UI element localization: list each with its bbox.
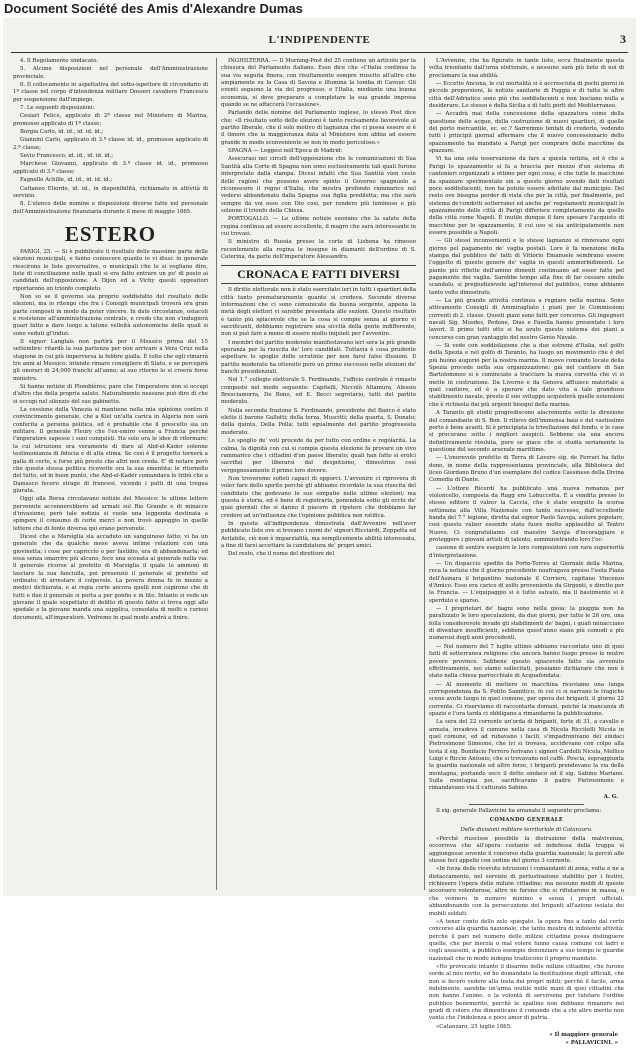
column-3	[429, 58, 624, 1047]
paragraph: Il sig. generale Pallavicini ha emanato il seguente proclama:	[436, 808, 602, 815]
paragraph: INGHILTERRA. — Il Morning-Post del 25 contiene un articolo per la chiusura del Parlamento italiano. Esso dice che «l'Italia continua la sua via seguita finora, con risultamento sempre riuscito all'altro che ampiamente su la Casa di Savoia e illumina la tomba di Cavour. Gli eventi seguono la via del progresso, e l'Italia, mediante una buona economia, si deve preparare a completare la sua grande impresa quando se ne affaccerà l'occasione».	[221, 58, 416, 109]
paragraph: Giannini Carlo, applicato di 3.ª classe id. id., promosso applicato di 2.ª classe;	[13, 137, 208, 151]
paragraph: La sera del 22 corrente un'orda di briganti, forte di 31, a cavallo e armata, invadeva il comune nella casa di Nicola Riccitelli Nicola in quel comune, ed ad rubavano i facili, s'impadronivano dei sindaci Pietrosimone Simeone, che ivi si trovava, uccidevano con colpo alla testa il sig. Bonifacio Ferrero ferivano i signori Cardelli Nicola, Mollico Luigi e Riccio Antonio, che si trovavano nel caffè. Poscia, sopraggiunta la guardia nazionale ed altre forze, i briganti prendevano la via della montagna, portando seco il detto sindaco ed il sig. Sabino Mariano. Sulla montagna poi, sacrificavano il padre Pietrosimone e rimandavano via il catturato Sabino.	[429, 719, 624, 792]
paragraph: PARIGI, 25. — Si è pubblicato il risultato delle massime parte delle elezioni municipali, e fanno conoscere quanto io vi dissi: in generale riescirono le liste governative, o municipali che le si vogliano dire, liste di conciliazione nelle quali si era fatto entrare un po' di posto ai candidati dell'opposizione. A Dijon ed a Vichy questi oppositori riportarono un trionfo completo.	[13, 248, 208, 292]
document-header-label: Document Société des Amis d'Alexandre Dumas	[0, 0, 643, 17]
paragraph: In questa all'indipendenza dimostrata dall'Avvenire nell'aver pubblicato liste ove si trovano i nomi de' signori Ricciardi, Zoppetta ed Avitabile, ciò non è imparzialità, ma semplicemente abilità interessata, a fine di farsi accettare la candidatura de' propri amici.	[221, 520, 416, 549]
paragraph: — L'onorevole prefetto di Terra di Lavoro sig. de Ferrari ha fatto dono, in nome della rappresentanza provinciale, alla Biblioteca del liceo Giordano Bruno d'un esemplare del codice Cassinese della Divina Comedia di Dante.	[429, 455, 624, 484]
paragraph: Parlando delle nomine del Parlamento inglese, lo stesso Post dice che: «Il risultato sotto delle elezioni è tanto recisamente favorevole al partito liberale, che il solo motivo di lagnanza che ci possa essere si è il timore che la maggioranza data al Ministero non abbia ad essere grande in modo sconveniente se non in modo pericoloso.»	[221, 110, 416, 146]
paragraph: «Ho provocato intanto il disarmo delle milizie cittadine, che furono sorde al mio invito, ed ho domandato la destituzione degli ufficiali, che non si fecero vedere alla testa dei propri militi; perchè il facile, arma fedelmente, sarebbe un'arma inutile nelle mani di quei cittadini che non hanno l'animo, o la volontà di servirsene per tutelare l'ordine pubblico benemerito, perchè le spalline non debbano rimanere nei gradi di coloro che dimenticano il comando che a chi altro merito non vanta che l'indolenza e poco amor di patria.	[429, 963, 624, 1022]
paragraph: Nel 1.° collegio elettorale S. Ferdinando, l'ufficio centrale è rimasto composto nel modo seguente: Capitelli, Niccolò Altamura, Alessio Bresciamorra, De Bono, ed E. Becci segretario, tutti del partito moderato.	[221, 377, 416, 406]
paragraph: Il signor Langlais non partirà per il Messico prima del 15 settembre: ritardò la sua partenza per non arrivare a Vera Cruz nella stagione in cui più imperversa la febbre gialla. È tolto che egli rimarrà tre anni al Messico; intende rimare consigliere di Stato, e se percepirà gli onorari di 24,000 franchi all'anno; al suo ritorno lo si creerà forse ministro.	[13, 339, 208, 382]
paragraph: SPAGNA — Leggesi nell'Epoca di Madrid:	[228, 148, 343, 155]
paragraph: — Eccetto Ancona, le cui mortalità si è accresciuta di pochi giorni in piccole proporzioni, le notizie sanitarie di Foggia e di tutte le altre città dell'Adriatico sono più che soddisfacenti e non lasciano nulla a desiderare. Lo stesso è della Sicilia e di tutti porti del Mediterraneo.	[429, 81, 624, 110]
paragraph: Vi ha una sola osservazione da fare a questa notizia, ed è che a Parigi lo spazzamento si fa a braccia per mezzo d'un sistema di cantonieri organizzati a ottimo per ogni cosa, e che tutte le macchine da spazzare sperimentate sin a questo giorno avendo dati risultati poco soddisfacenti, non ha potuto essere adottate dal municipio. Del resto ove bisogna perder di vista che per la città, per finalmente, pel sistema de'condotti sotterranei ed anche pe' regolamenti municipali lo spazzamento delle città di Parigi differisce completamente da quello della città come Napoli. È inutile dunque il fare spesare l'acquisto di macchine per lo spazzamento, il cui uso si sia anticipatamente non essere possibile a Napoli.	[429, 156, 624, 236]
dateline: «Catanzaro, 25 luglio 1865.	[436, 1023, 512, 1030]
paragraph: 6. Il collocamento in aspettativa del sotto-ispettore di circondario di 1ª classe nel corpo d'intendenza militare Dosseri cavaliere Francesco per sospensione dall'impiego.	[13, 82, 208, 103]
paragraph: Borgia Carlo, id. id., id. id. id.;	[20, 129, 104, 136]
newspaper-page	[3, 18, 636, 1047]
paragraph: PORTOGALLO. — Le ultime notizie suonano che la salute della regina continua ad essere eccellente, il magro che sarà interessante in cui trovasi.	[221, 216, 416, 237]
paragraph: Lo spoglio de' voti procede da per tutto con ordine e regolarità. La calma, la dignità con cui si compie questa elezione fa provare un vivo rammarico che i cittadini d'un paese liberato; quali han fatto sì erolci sacrifizi per liberarsi dal despotismo, dimostrino così vergognosamente il primo loro dovere.	[221, 438, 416, 474]
paragraph: — Un dispaccio spedito da Porto-Torres al Giornale della Marina, reca la notizia che il giorno precedente naufragava presso l'isola Piana dell'Asinara il brigantino nazionale il Corriere, capitano Vincenzo d'Amico. Esso era carico di zolfo proveniente da Girgenti, e diretto per la Francia. — L'equipaggio si è tutto salvato, ma il bastimento si è sperduto e sparso.	[429, 561, 624, 604]
column-divider	[424, 58, 425, 890]
paragraph: Non so se il governo sia proprio soddisfatto del risultato delle elezioni, ma io ritengo che fra i Consigli municipali troverà ora gran parte composti in modo da poter vincere. In date circostanze, ostacoli e resistenze all'amministrazione centrale, e credo che non s'indugierà guari fatto a dare luogo a talune velleità autonomiche delle quali si sono veduti gl'indizi.	[13, 293, 208, 337]
paragraph: «Perchè riuscisse possibile la distruzione della malvivenza, occorreva che all'opera costante ed indefessa della truppa si aggiungesse sovente il concorso della guardia nazionale; la perciò alle stesse feci appello con ordine del giorno 3 corrente.	[429, 836, 624, 865]
column-1	[13, 58, 208, 890]
masthead	[3, 34, 636, 48]
paragraph: — Al momento di mettere in macchina riceviamo una lunga corrispondenza da S. Potito Sannitico, in cui ci si narrano le tragiche scene avute luogo in quel comune, per opera dei briganti, il giorno 22 corrente. Ci riserviamo di raccontarla domani, poiché la mancanza di spazio e l'ora tarda ci obbligano a rimandarne la pubblicazione.	[429, 681, 624, 717]
paragraph: Si hanno notizie di Plombières; pare che l'imperatore non si occupi d'altro che della propria salute. Naturalmente nessuno può dire di che si occupi nel silenzio del suo gabinetto.	[13, 384, 208, 405]
paragraph: Nella seconda frazione S. Ferdinando, presidente del Banco è stato eletto il barone Gallotti; della terza, Muscitti; della quarta, S. Donato; della quinta, Della Polla: tutti egualmente del partito progressista moderato.	[221, 407, 416, 436]
signature-initials: A. G.	[603, 793, 618, 800]
paragraph: Sevio Francesco, id. id., id. id. id.;	[20, 153, 114, 160]
proclamation-subheading: Delle divisioni militare territoriale di Catanzaro.	[460, 826, 593, 833]
paragraph: 5. Alcune disposizioni nel personale dell'Amministrazione provinciale.	[13, 66, 208, 80]
paragraph: 7. Le seguenti disposizioni:	[20, 105, 95, 112]
paragraph: casione di sentire eseguire le loro composizioni con rara superiorità d'interpretazione.	[429, 545, 624, 559]
paragraph: Marchese Giovanni, applicato di 3.ª classe id. id., promosso applicato di 3.ª classe;	[13, 161, 208, 175]
paragraph: «A tener conto dello zelo spiegato, la opera fino a tanto dal certo concorso alla guardia nazionale, che tanto mostra di indolente attività: perchè il pari nel numero delle milizie cittadine possa distinguere quelle, che per inerzia o mal volere fanno causa comune coi ladri e cogli assassini, a pubblico esempio denunziare a suo tempo le guardie nazionali che in modo indegno tradiscono il proprio mandato.	[429, 918, 624, 962]
paragraph: — La più grande attività continua a regnare nella marina. Sono attivamente Consigli di Ammiragliato i piani per le Commissioni correnti di 2. classe. Questi piani sono fatti per concorso. Gli ingegneri navali Sig. Mosdes, Pedone, Dias e Fasella hanno presentato i loro lavori. Il primo tutti otto si ha avuto questo sistema dei piani a concorso con gran vantaggio del nostro Genio Navale.	[429, 298, 624, 341]
paragraph: L'Avvenire, che ha figurato in tante liste, eccu finalmente questa volta trionfante dall'urna elettorale, e nessuno sarà più lieto di noi di proclamare la sua abilità.	[429, 58, 624, 79]
paragraph: — Nel numero del 7 luglio ultimo abbiamo raccontato uno di quei fatti di sotterranea religione che ancora hanno luogo presso le nostre povere province. Sebbene questo spiacevole fatto sia avvenuto effettivamente, noi siamo sollecitati, possiamo dichiarare che non è stato nella chiesa parrocchiale di Acquafondata.	[429, 643, 624, 680]
paragraph: — L'ottore Ricordi ha pubblicato una nuova romanza per violoncello, composta da Rugg ero Lobuccetta. È a vendita presso lo stesso editore il valzer la Caccia, che è stato eseguito la scorsa settimana alla Villa Nazionale con tanto successo, dall'eccellente banda del 7.° legione, diretta dal signor Paolo Savoja, autore popolare, cosi questo valzer essendo stato fuore molto applaudito al Teatro Nuovo. Ci congratuliamo col maestro Savoja d'incoraggiare e proteggere i giovani artisti di talento, somministrando loro l'oc-	[429, 485, 624, 543]
paragraph: Il ministro di Russia presso la corte di Lisbona ha rimesso recentemente alla regina le insegne in diamanti dell'ordine di S. Caterina, da parte dell'imperatore Alessandro.	[221, 239, 416, 260]
paragraph: Del resto, che il nome del direttore del	[228, 551, 335, 558]
page-number: 3	[620, 32, 626, 46]
paragraph: I membri del partito moderato manifestavano ieri sera la più grande speranza per la riuscita de' loro candidati. Tuttavia è cosa prudente aspettare lo spoglio delle scrutinie per non farsi false illusioni. Il partito moderato ha ottenuto però un primo successo nelle elezioni de' banchi presidenziali.	[221, 339, 416, 376]
paragraph: 8. L'elenco delle nomine e disposizioni diverse fatte nel personale dell'Amministrazione finanziaria durante il mese di maggio 1865.	[13, 201, 208, 215]
column-2	[221, 58, 416, 890]
paragraph: Cesiari Felice, applicato di 2ª classe nel Ministero di Marina, promosso applicato di 1ª classe;	[13, 113, 208, 127]
paragraph: 4. Il Regolamento sindacato.	[20, 58, 99, 64]
paragraph: A Taranto gli studii progrediscono alacremente sotto la direzione del comandante di S. Bon. Il rilievo dell'immensa baia e del vastissimo porto è bene avanti. Si è principiata la trivellazione del fondo, e le case si procurano sotto i migliori auspicii. Sebbene sia una ancora definitivamente risoluta, pure se giace che si studia seriamente la questione del secondo arsenale marittimo.	[429, 410, 624, 453]
paragraph: «In forza delle ricevute istruzioni i comandanti di zona, volta a ne a distaccamento, nel servizio di perlustrazione stabilito per i festivi, richiesero l'opera delle milizie cittadine; ma nessuno meldi di queste accorsero volenterose, altre ne furono che si rifiutarono in massa, o che vennero in numero minimo e senza i propri ufficiali, abbandonando con la persecuzione dei briganti all'azione isolata dei mobili soldati.	[429, 866, 624, 917]
paragraph: — Si vede con soddisfazione che a due estremi d'Italia, nel golfo della Spezia e nel golfo di Taranto, ha luogo un movimento che è del più buono augurio per la nostra marina. Il nuovo comando locale della Spezia procede nella sua organizzazione; già nel cantiere di San Bartolommeo si è cominciato a tracciare la nuova corvetta che vi si mette in costruzione. Da Livorno e da Genova affluisce materiale a quel cantiere, ed è a sperare che dato vita a tale grandioso stabilimento navale, presto il suo sviluppo acquisterà quelle estensioni che è richiesta dai più urgenti bisogni della marina.	[429, 343, 624, 408]
paragraph: Il diritto elettorale non è stato esercitato ieri in tutti i quartieri della città tanto prematuramente quanto si credeva. Secondo diverse informazioni che ci sono comunicate da buona sorgente, appena la metà degli elettori vi sarebbe presentata alle sezioni. Questo risultato è tanto più spiacevole che se la cosa si compie senza al giorno vi sacrificanti, dobbiamo registrare una siccità della gente indifferente, non si può fare a meno di essere molto inquieti per l'avvenire.	[221, 287, 416, 338]
paragraph: Assicurasi nei circoli dell'opposizione che le comunicazioni di Sua Santità alla Corte di Spagna non sono esclusivamente tali quali furono interpretate dalla stampa. Dicesi infatti che Sua Santità vien ceste delle ragioni che possono avere spinto il Governo spagnuolo a riconoscere il regno d'Italia, che mostra profondo rammarico nel vedersi abbandonato dalla Spagna sua figlia prediletta; ma che sarà sempre da voi esso con Dio cosi, per rendere più luminoso e più solenne il trionfo della Chiesa.	[221, 156, 416, 214]
section-heading-cronaca: CRONACA E FATTI DIVERSI	[221, 265, 416, 284]
paragraph: Non troveremo sofisti capaci di opporci. L'avvenire ci riprovera di voler fare dello spirito perchè gli abbiamo ricordato la sua riuscita del candidato che godevano le sue simpatie nelle ultime elezioni; ma questa è storia, ed è bene di registrarla, ponendola sotto gli occhi de' quai giornali che si danno il piacere di ripetere che dobbiamo far credere ad un'influenza che l'opinione pubblica non ratifica.	[221, 475, 416, 519]
section-heading-estero: ESTERO	[64, 221, 157, 246]
paragraph: Oggi alla Borsa circolavano notizie del Messico: le ultime lettere pervenute accennerebbero ad armati sul Rio Grande e di minacce d'invasione; però tale notizia si vuole una leggenda destinata a spingere il consumo di certe merci e non trovò appoggio in quelle lettere che di fonte diversa qui erano pervenute.	[13, 496, 208, 532]
signature-title: « Il maggiore generale	[549, 1032, 618, 1038]
paragraph: — I proprietari de' bagni sono nella gioia: la pioggia non ha paralizzato le loro speculazioni, da due giorni, per tutte le 26 ore, una folla considerevole invade gli stabilimenti de' bagni, i quali minacciano di diventare insufficienti, sebbene quest'anno siano più comodi e più numerosi degli anni precedenti.	[429, 606, 624, 642]
section-divider	[469, 804, 584, 805]
paragraph: La cessione della Venezia si mantiene nella mia opinione contro il convincimento generale, che a Kiel un'alta carica in Algeria non sarà conferita a persona politica, ed è probabile che il prescelto sia un militare. Il generale Fleury che l'ex-emiro venne a Francia perché l'imperatore sapesse i suoi conquisti. Ha solo ora le idee di riformare; la cui istruzione era veramente di dare al Abd-el-Kader solenne testimonianza di fiducia e di alta stima. Se così è il progetto tornerà a galla di certo, e forse più presto che altri non creda. E' di notare però che questa stessa politica ricevette ora la sua smentita; le ritornello del tutto, ed in buon punto, che Abd-el-Kader comandava le tribù che a Damasco fecero strage di francesi, vicendo i patti di una tregua giurata.	[13, 407, 208, 494]
masthead-rule	[11, 52, 628, 53]
paragraph: Fagnello Achille, id. id., id. id. id.;	[20, 177, 113, 184]
newspaper-title: L'INDIPENDENTE	[268, 34, 371, 46]
paragraph: — Gli stessi inconvenienti e le stesse lagnanze si rinnovano ogni giorno pel pagamento de' vaglia postali. Lore è fa menzione della stampa dal pubblico de' fatti di Vittorio Emanuele sembrano essere l'oggetto di questo genere de' vaglia in questi ammorbidimenti. Le piante più riflette dell'amino dimenti continuano ad esser fatte pel pagamento dei vaglia. Sarebbe tempo alla fine di far cessare simile scandalo, si pregiudizievole agl'interessi del pubblico, come abbiamo tante volte dimostrato.	[429, 238, 624, 296]
paragraph: — Accadrà mai della concessione della spazzatura come della questione delle acque, della costruzione di nuovi quartieri, di quelle del porto mercantile, ec. ec.? Sarremmo tentati di crederlo, vedendo tutti i principii giornal affermare che il nuovo concessionario dello spazzamento ha mandato a Parigi per comprare delle macchine da spazzare.	[429, 111, 624, 155]
signature-name: « PALLAVICINI. »	[565, 1040, 618, 1047]
paragraph: Cattaneo Eliordo, id. id., in disponibilità, richiamato in attività di servizio.	[13, 185, 208, 199]
paragraph: Dicesi che a Marsiglia sia accaduto un sanguinoso fatto: vi ha un generale che da qualche mese aveva intime relazioni con una giovinetta; i cose per capriccio o per fastidio, era di abbandonarla; ed essa senza smarrire più alcuno, fece una scenata al generale nella via: il generale ricorse al prefetto di Marsiglia il quale lo ammonì di lasciare la sua fanciulla, poi presenziò il generale al prefetto ed ordinato: di arrestare il colpevole. La povera donna fu in mezzo a medici dichiarata, e ai regia corte ancora quelli non capirono che di tutti e due il generale si porta a per gonfio e in lite. Intanto si vede un giovane il quale sospettato di delitto di questo fatto si trova oggi allo spedale e la giovane manda una supplica, consolata di molti e curiosi documenti, all'imperatore. Vedremo in qual modo andrà a finire.	[13, 533, 208, 621]
column-divider	[216, 58, 217, 890]
proclamation-heading: COMANDO GENERALE	[489, 817, 564, 824]
